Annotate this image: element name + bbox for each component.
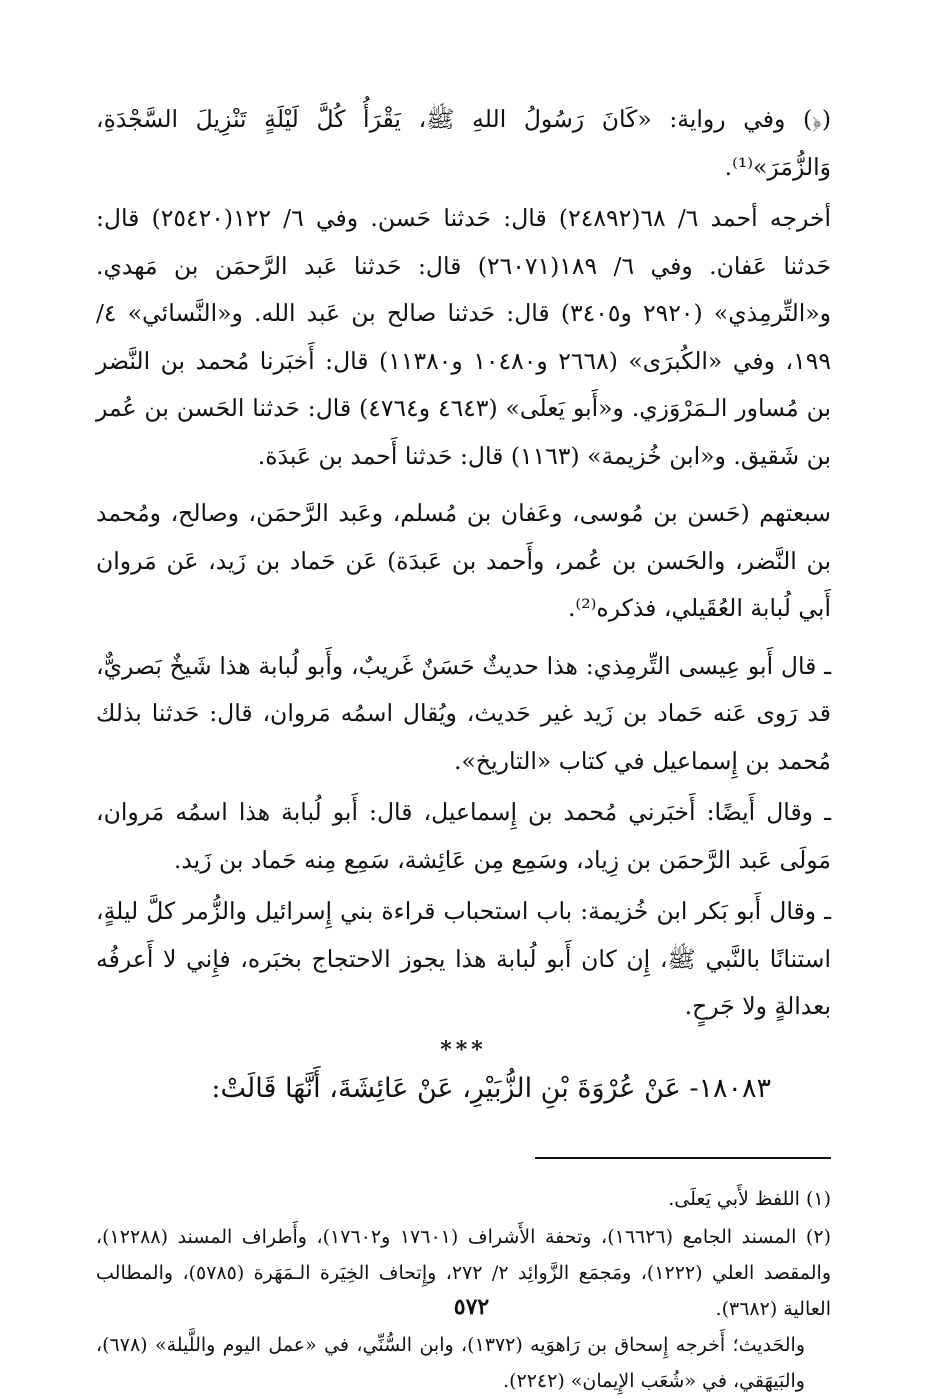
- main-text: [96, 96, 831, 1113]
- footnote-divider: [535, 1157, 831, 1159]
- footnotes: [96, 1181, 831, 1399]
- footnote-2: (٢) المسند الجامع (١٦٦٢٦)، وتحفة الأَشراف (١٧٦٠١ و١٧٦٠٢)، وأَطراف المسند (١٢٢٨٨)، والمقصد العلي (١٢٢٢)، ومَجمَع الزَّوائِد ٢/ ٢٧٢، وإِتحاف الخِيَرة الـمَهَرة (٥٧٨٥)، والمطالب العالية (٣٦٨٢).: [96, 1225, 832, 1320]
- takhrij-paragraph: أخرجه أحمد ٦/ ٦٨(٢٤٨٩٢) قال: حَدثنا حَسن. وفي ٦/ ١٢٢(٢٥٤٢٠) قال: حَدثنا عَفان. وفي ٦/ ١٨٩(٢٦٠٧١) قال: حَدثنا عَبد الرَّحمَن بن مَهدي. و«التِّرمِذي» (٢٩٢٠ و٣٤٠٥) قال: حَدثنا صالح بن عَبد الله. و«النَّسائي» ٤/ ١٩٩، وفي «الكُبرَى» (٢٦٦٨ و١٠٤٨٠ و١١٣٨٠) قال: أَخبَرنا مُحمد بن النَّضر بن مُساور الـمَرْوَزي. و«أَبو يَعلَى» (٤٦٤٣ و٤٧٦٤) قال: حَدثنا الحَسن بن عُمر بن شَقيق. و«ابن خُزيمة» (١١٦٣) قال: حَدثنا أَحمد بن عَبدَة.: [96, 204, 832, 470]
- narration-variant: (﴿) وفي رواية: «كَانَ رَسُولُ اللهِ ﷺ، يَقْرَأُ كُلَّ لَيْلَةٍ تَنْزِيلَ السَّجْدَةِ، وَالزُّمَرَ»⁽¹⁾.: [96, 105, 831, 181]
- footnote-1: (١) اللفظ لأَبي يَعلَى.: [668, 1187, 831, 1210]
- hadith-heading: ١٨٠٨٣- عَنْ عُرْوَةَ بْنِ الزُّبَيْرِ، عَنْ عَائِشَةَ، أَنَّهَا قَالَتْ:: [211, 1072, 771, 1104]
- chain-summary-paragraph: سبعتهم (حَسن بن مُوسى، وعَفان بن مُسلم، وعَبد الرَّحمَن، وصالح، ومُحمد بن النَّضر، والحَسن بن عُمر، وأَحمد بن عَبدَة) عَن حَماد بن زَيد، عَن مَروان أَبي لُبابة العُقَيلي، فذكره⁽²⁾.: [96, 499, 831, 622]
- ibn-khuzayma-comment: ـ وقال أَبو بَكر ابن خُزيمة: باب استحباب قراءة بني إِسرائيل والزُّمر كلَّ ليلةٍ، استنانًا بالنَّبي ﷺ، إِن كان أَبو لُبابة هذا يجوز الاحتجاج بخبَره، فإِني لا أَعرفُه بعدالةٍ ولا جَرحٍ.: [96, 897, 831, 1020]
- tirmidhi-second-comment: ـ وقال أَيضًا: أَخبَرني مُحمد بن إِسماعيل، قال: أَبو لُبابة هذا اسمُه مَروان، مَولَى عَبد الرَّحمَن بن زِياد، وسَمِع مِن عَائِشة، سَمِع مِنه حَماد بن زَيد.: [96, 798, 831, 874]
- footnote-2-continuation: والحَديث؛ أَخرجه إِسحاق بن رَاهوَيه (١٣٧٢)، وابن السُّنِّي، في «عمل اليوم واللَّيلة» (٦٧٨)، والبَيهَقي، في «شُعَب الإِيمان» (٢٢٤٢).: [96, 1333, 805, 1392]
- page-number: ٥٧٢: [453, 1294, 490, 1320]
- section-separator: ***: [440, 1036, 487, 1063]
- tirmidhi-comment: ـ قال أَبو عِيسى التِّرمِذي: هذا حديثٌ حَسَنٌ غَريبٌ، وأَبو لُبابة هذا شَيخٌ بَصريٌّ، قد رَوى عَنه حَماد بن زَيد غير حَديث، ويُقال اسمُه مَروان، قال: حَدثنا بذلك مُحمد بن إِسماعيل في كتاب «التاريخ».: [96, 651, 831, 775]
